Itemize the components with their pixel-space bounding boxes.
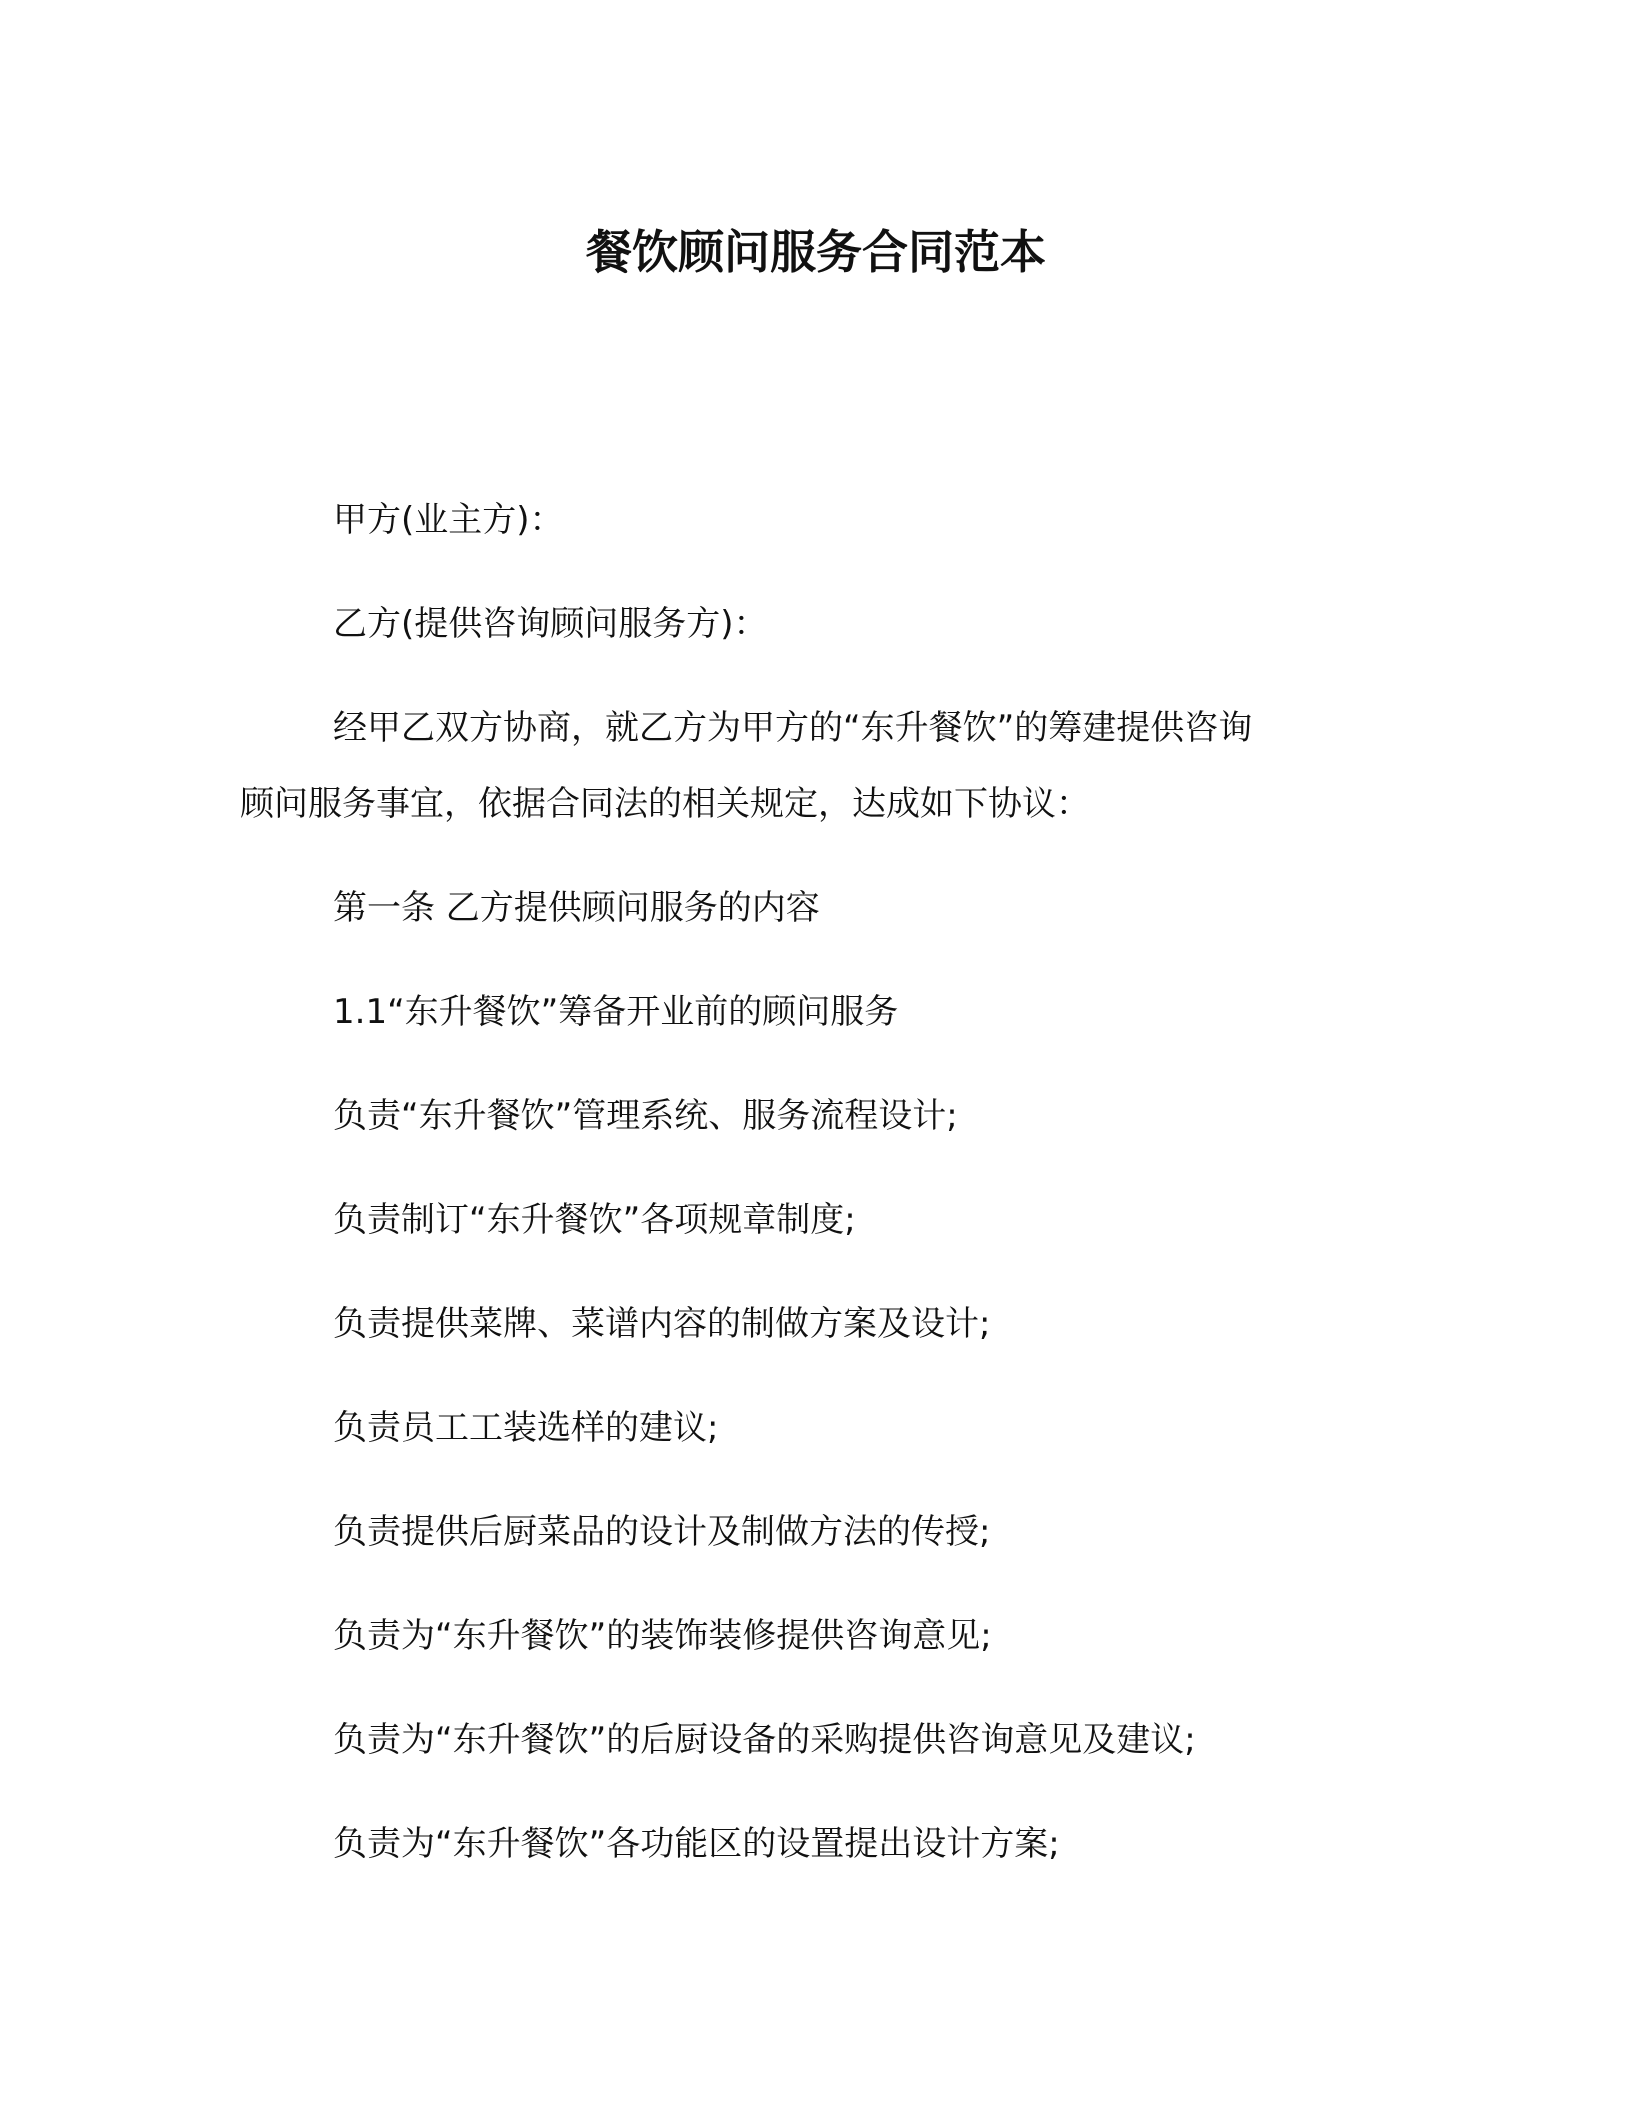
list-item: 负责“东升餐饮”管理系统、服务流程设计; [333, 1096, 958, 1136]
list-item: 负责提供菜牌、菜谱内容的制做方案及设计; [333, 1304, 991, 1344]
article-1-heading: 第一条 乙方提供顾问服务的内容 [333, 888, 820, 928]
list-item: 负责为“东升餐饮”的装饰装修提供咨询意见; [333, 1616, 992, 1656]
list-item: 负责员工工装选样的建议; [333, 1408, 719, 1448]
intro-line-1: 经甲乙双方协商，就乙方为甲方的“东升餐饮”的筹建提供咨询 [333, 708, 1253, 748]
list-item: 负责提供后厨菜品的设计及制做方法的传授; [333, 1512, 991, 1552]
list-item: 负责为“东升餐饮”各功能区的设置提出设计方案; [333, 1824, 1060, 1864]
party-a-line: 甲方(业主方)： [333, 500, 564, 540]
list-item: 负责为“东升餐饮”的后厨设备的采购提供咨询意见及建议; [333, 1720, 1196, 1760]
document-title: 餐饮顾问服务合同范本 [586, 225, 1046, 279]
list-item: 负责制订“东升餐饮”各项规章制度; [333, 1200, 856, 1240]
intro-line-2: 顾问服务事宜，依据合同法的相关规定，达成如下协议： [240, 784, 1090, 824]
section-1-1-heading: 1.1“东升餐饮”筹备开业前的顾问服务 [333, 992, 899, 1032]
party-b-line: 乙方(提供咨询顾问服务方)： [333, 604, 768, 644]
